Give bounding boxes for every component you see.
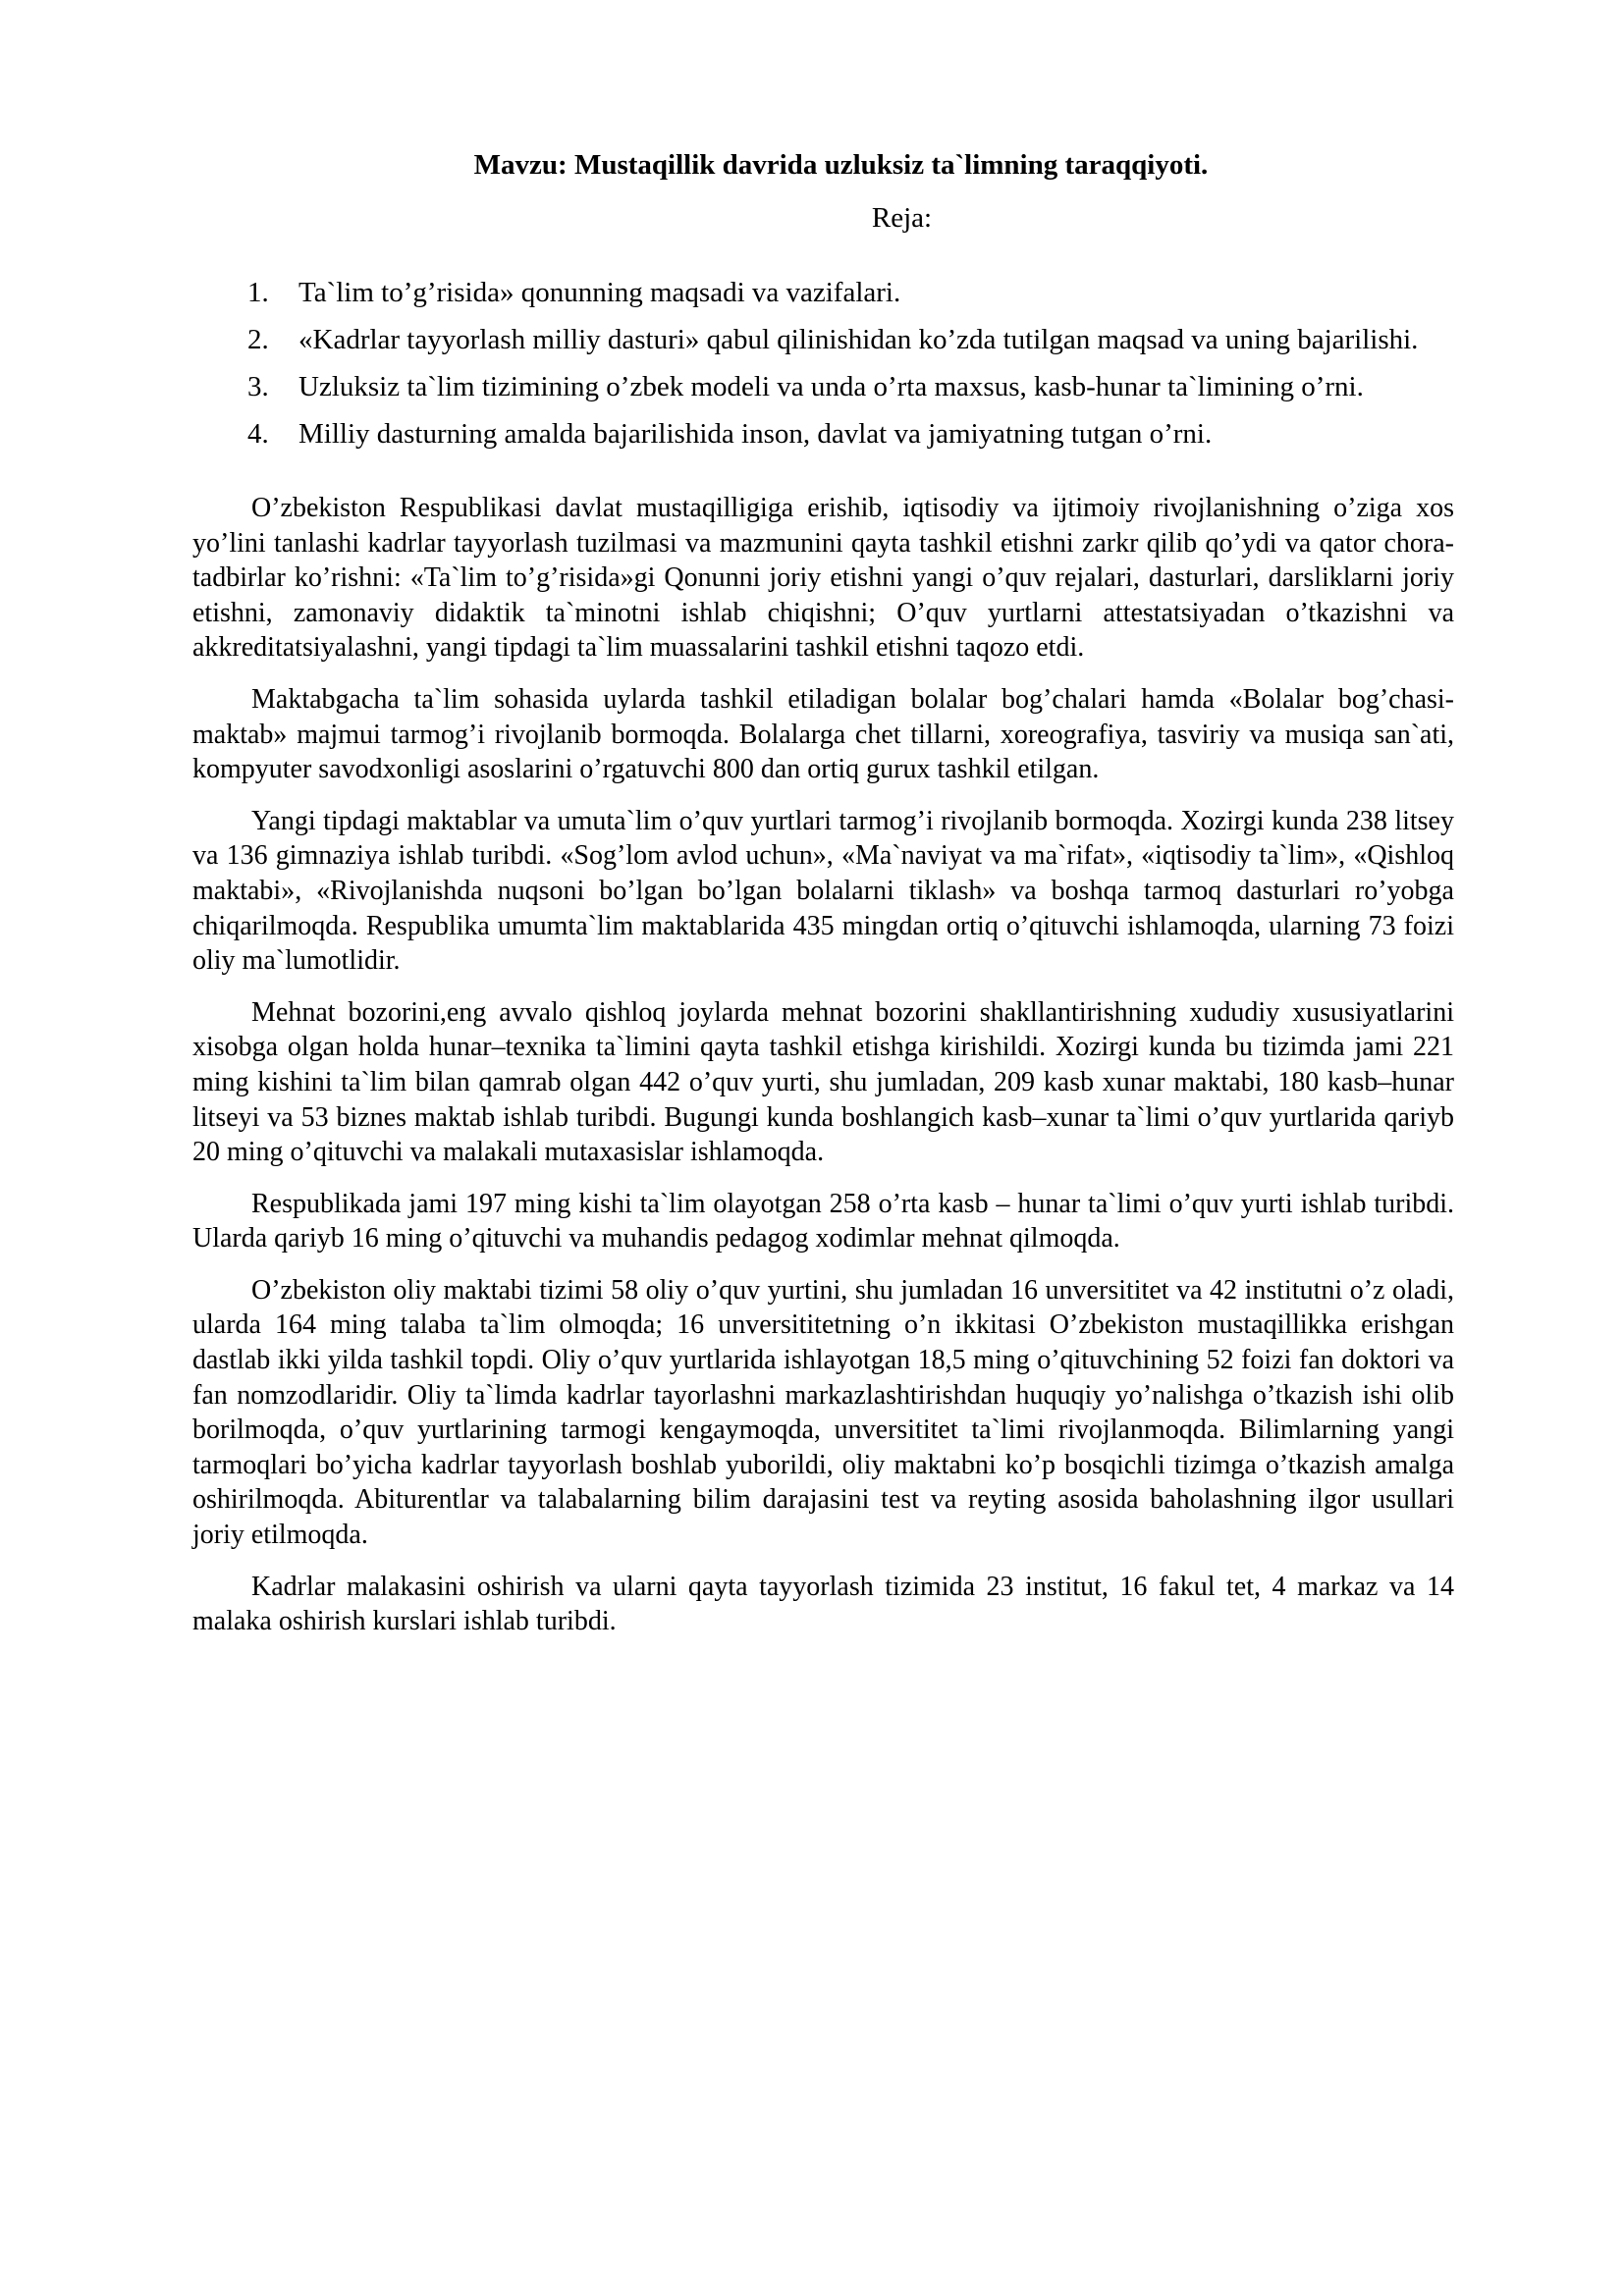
plan-item: [192, 363, 1454, 410]
plan-list: [192, 269, 1454, 457]
body-paragraph: O’zbekiston oliy maktabi tizimi 58 oliy o’quv yurtini, shu jumladan 16 unversititet va 42 institutni o’z oladi, ularda 164 ming talaba ta`lim olmoqda; 16 unversititetning o’n ikkitasi O’zbekiston mustaqillikka erishgan dastlab ikki yilda tashkil topdi. Oliy o’quv yurtlarida ishlayotgan 18,5 ming o’qituvchining 52 foizi fan doktori va fan nomzodlaridir. Oliy ta`limda kadrlar tayorlashni markazlashtirishdan huquqiy yo’nalishga o’tkazish ishi olib borilmoqda, o’quv yurtlarining tarmogi kengaymoqda, unversititet ta`limi rivojlanmoqda. Bilimlarning yangi tarmoqlari bo’yicha kadrlar tayyorlash boshlab yuborildi, oliy maktabni ko’p bosqichli tizimga o’tkazish amalga oshirilmoqda. Abiturentlar va talabalarning bilim darajasini test va reyting asosida baholashning ilgor usullari joriy etilmoqda.: [192, 1274, 1454, 1551]
plan-item: [192, 316, 1454, 363]
plan-item: [192, 410, 1454, 457]
plan-item-text: Ta`lim to’g’risida» qonunning maqsadi va vazifalari.: [298, 277, 901, 308]
plan-item-text: «Kadrlar tayyorlash milliy dasturi» qabul qilinishidan ko’zda tutilgan maqsad va uning bajarilishi.: [298, 324, 1419, 355]
plan-item-number: 2.: [247, 324, 269, 355]
plan-item-text: Uzluksiz ta`lim tizimining o’zbek modeli va unda o’rta maxsus, kasb-hunar ta`limining o’rni.: [298, 371, 1364, 402]
body-paragraph: Mehnat bozorini,eng avvalo qishloq joylarda mehnat bozorini shakllantirishning xududiy xususiyatlarini xisobga olgan holda hunar–texnika ta`limini qayta tashkil etishga kirishildi. Xozirgi kunda bu tizimda jami 221 ming kishini ta`lim bilan qamrab olgan 442 o’quv yurti, shu jumladan, 209 kasb xunar maktabi, 180 kasb–hunar litseyi va 53 biznes maktab ishlab turibdi. Bugungi kunda boshlangich kasb–xunar ta`limi o’quv yurtlarida qariyb 20 ming o’qituvchi va malakali mutaxasislar ishlamoqda.: [192, 996, 1454, 1168]
plan-item-number: 3.: [247, 371, 269, 402]
body-paragraph: Maktabgacha ta`lim sohasida uylarda tashkil etiladigan bolalar bog’chalari hamda «Bolalar bog’chasi-maktab» majmui tarmog’i rivojlanib bormoqda. Bolalarga chet tillarni, xoreografiya, tasviriy va musiqa san`ati, kompyuter savodxonligi asoslarini o’rgatuvchi 800 dan ortiq gurux tashkil etilgan.: [192, 683, 1454, 785]
plan-item-number: 1.: [247, 277, 269, 308]
body-paragraph: Yangi tipdagi maktablar va umuta`lim o’quv yurtlari tarmog’i rivojlanib bormoqda. Xozirgi kunda 238 litsey va 136 gimnaziya ishlab turibdi. «Sog’lom avlod uchun», «Ma`naviyat va ma`rifat», «iqtisodiy ta`lim», «Qishloq maktabi», «Rivojlanishda nuqsoni bo’lgan bo’lgan bolalarni tiklash» va boshqa tarmoq dasturlari ro’yobga chiqarilmoqda. Respublika umumta`lim maktablarida 435 mingdan ortiq o’qituvchi ishlamoqda, ularning 73 foizi oliy ma`lumotlidir.: [192, 805, 1454, 977]
document-title: Mavzu: Mustaqillik davrida uzluksiz ta`limning taraqqiyoti.: [473, 149, 1209, 181]
plan-heading: Reja:: [871, 202, 933, 234]
document-page: [192, 145, 1454, 1656]
body-paragraph: Kadrlar malakasini oshirish va ularni qayta tayyorlash tizimida 23 institut, 16 fakul tet, 4 markaz va 14 malaka oshirish kurslari ishlab turibdi.: [192, 1571, 1454, 1637]
body-paragraph: O’zbekiston Respublikasi davlat mustaqilligiga erishib, iqtisodiy va ijtimoiy rivojlanishning o’ziga xos yo’lini tanlashi kadrlar tayyorlash tuzilmasi va mazmunini qayta tashkil etishni zarkr qilib qo’ydi va qator chora-tadbirlar ko’rishni: «Ta`lim to’g’risida»gi Qonunni joriy etishni yangi o’quv rejalari, dasturlari, darsliklarni joriy etishni, zamonaviy didaktik ta`minotni ishlab chiqishni; O’quv yurtlarni attestatsiyadan o’tkazishni va akkreditatsiyalashni, yangi tipdagi ta`lim muassalarini tashkil etishni taqozo etdi.: [192, 493, 1454, 664]
plan-item: [192, 269, 1454, 316]
plan-item-text: Milliy dasturning amalda bajarilishida inson, davlat va jamiyatning tutgan o’rni.: [298, 418, 1213, 450]
plan-item-number: 4.: [247, 418, 269, 450]
body-paragraph: Respublikada jami 197 ming kishi ta`lim olayotgan 258 o’rta kasb – hunar ta`limi o’quv yurti ishlab turibdi. Ularda qariyb 16 ming o’qituvchi va muhandis pedagog xodimlar mehnat qilmoqda.: [192, 1188, 1454, 1255]
